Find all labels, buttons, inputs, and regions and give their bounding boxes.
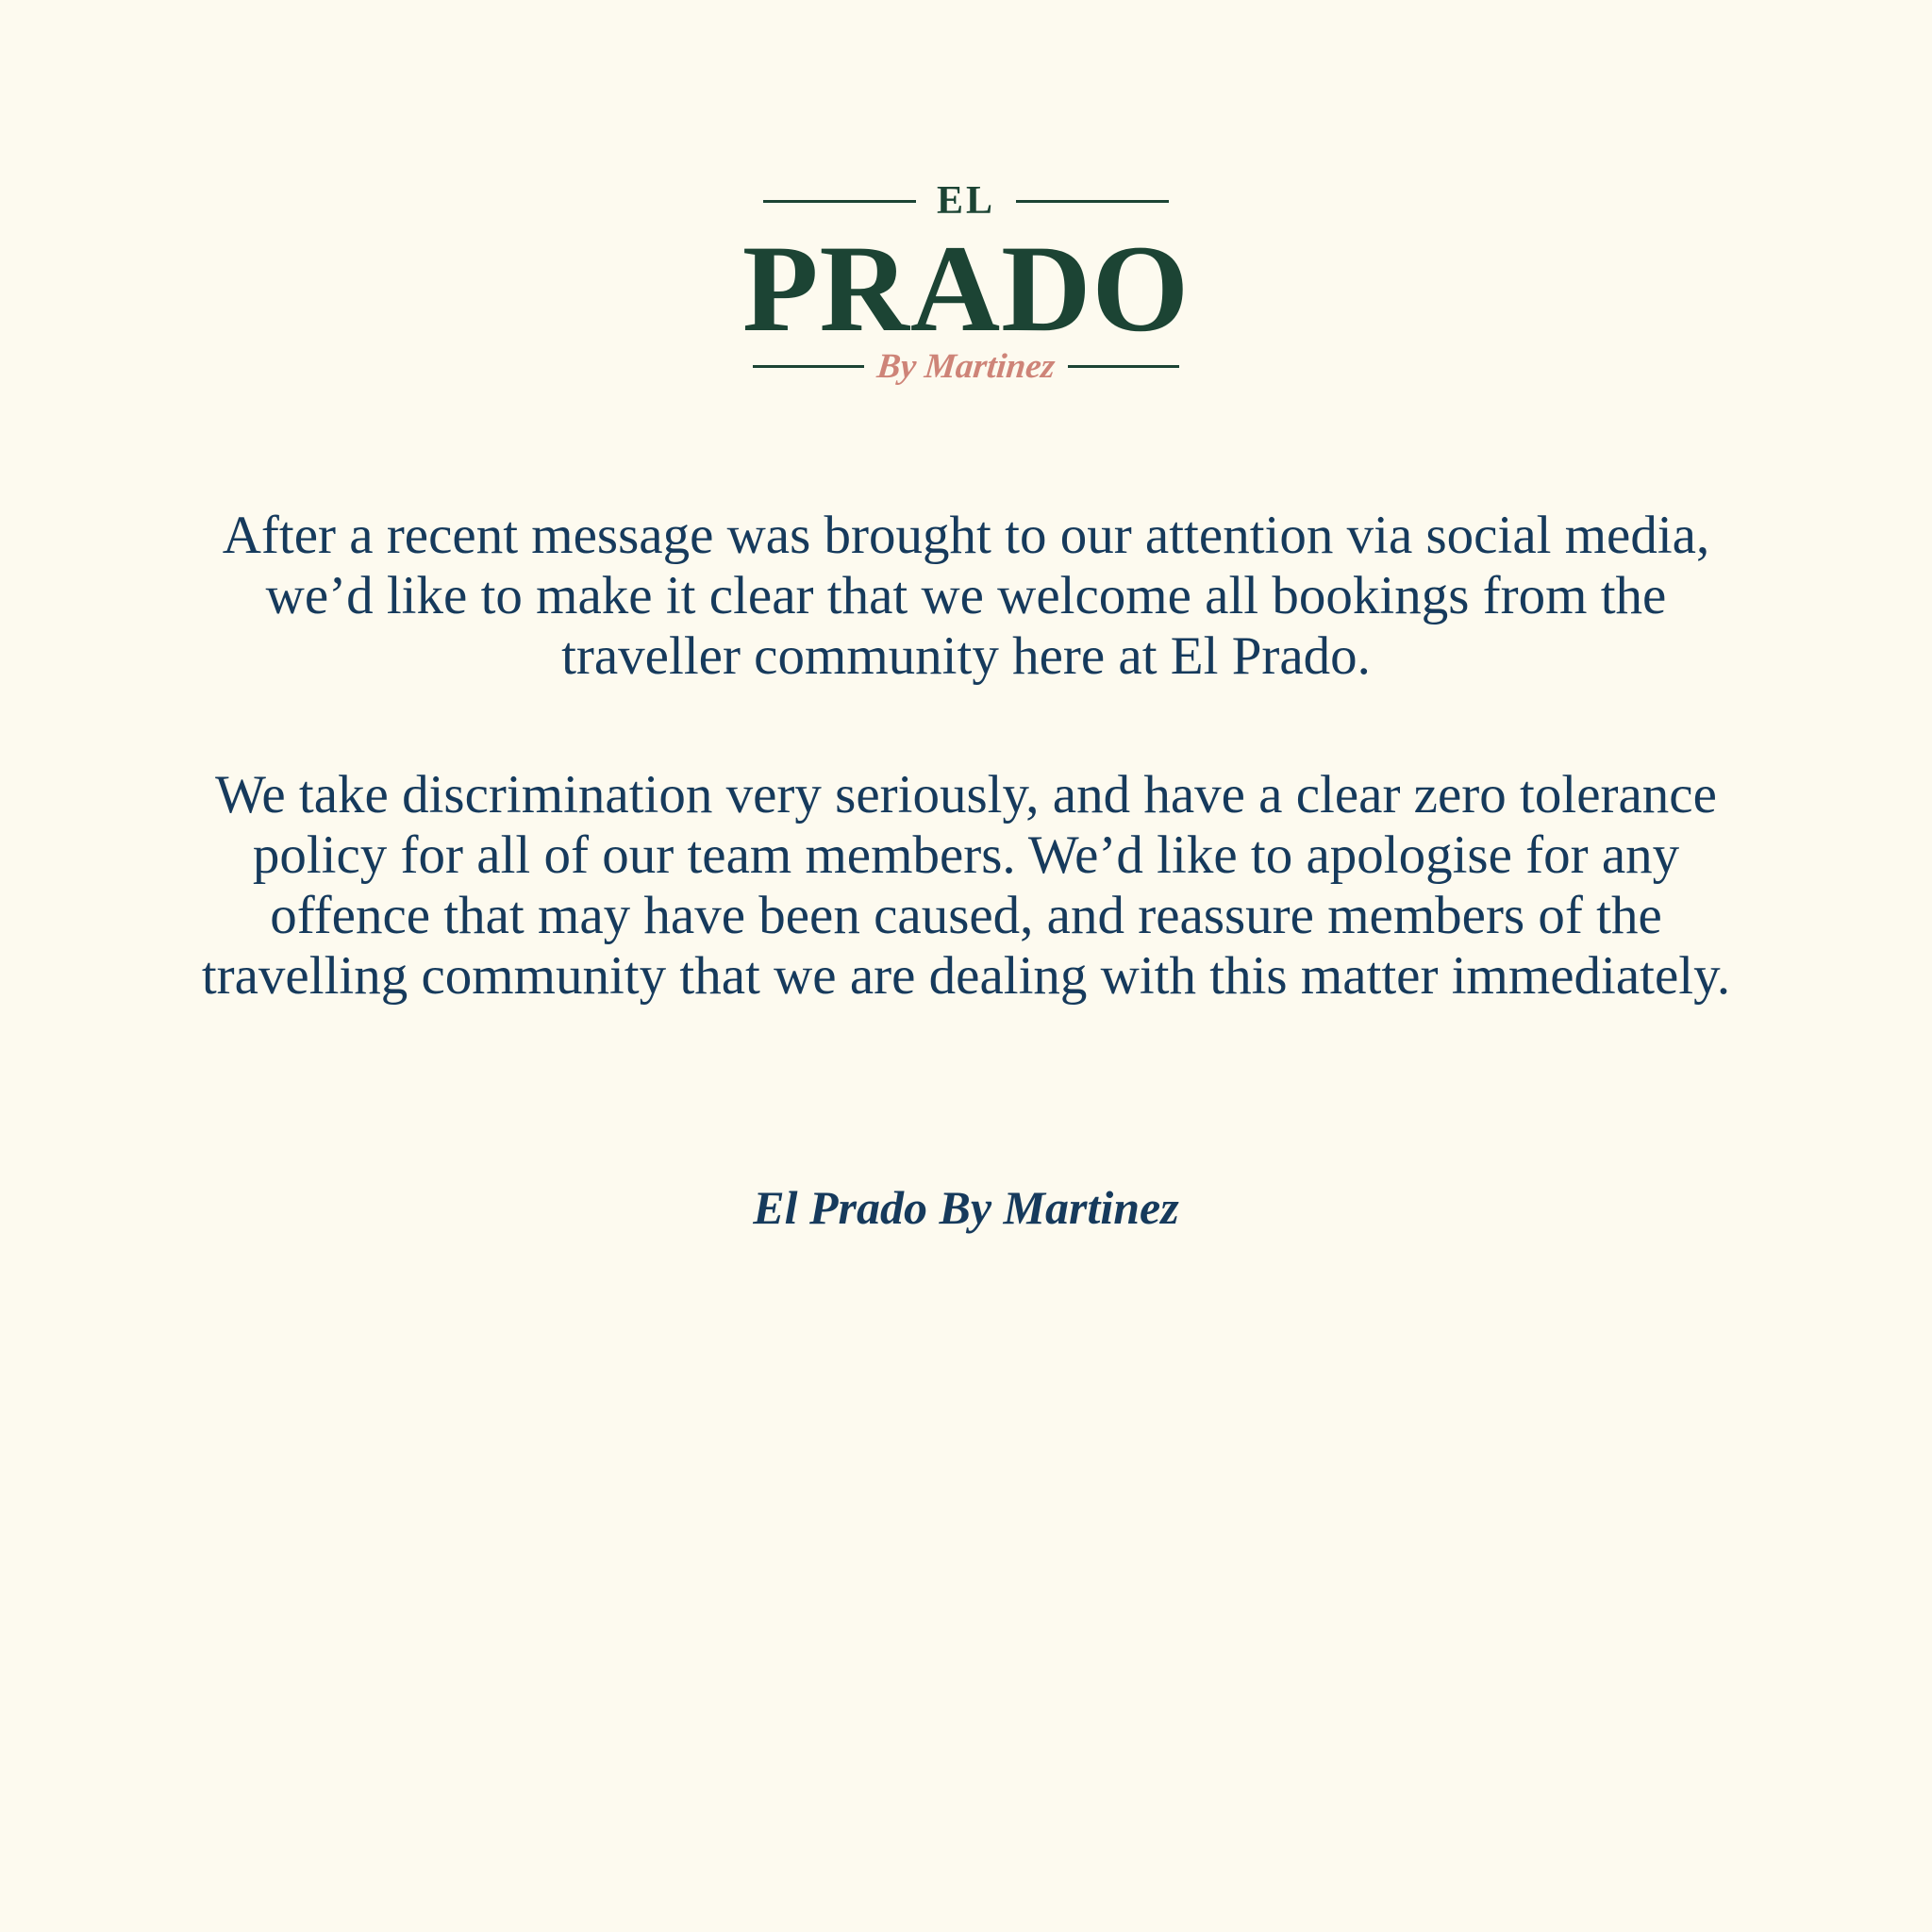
statement-body: [174, 506, 1758, 1007]
logo-rule-right-icon: [1016, 200, 1169, 203]
logo-tagline-by-martinez: By Martinez: [874, 346, 1058, 386]
statement-signature: El Prado By Martinez: [753, 1180, 1179, 1234]
el-prado-logo: [741, 179, 1191, 387]
logo-rule-bottom-left-icon: [753, 365, 864, 368]
logo-word-el: EL: [936, 179, 996, 223]
statement-paragraph-1: After a recent message was brought to our attention via social media, we’d like to make it clear that we welcome all bookings from the traveller community here at El Prado.: [222, 506, 1710, 686]
logo-rule-bottom-right-icon: [1068, 365, 1179, 368]
logo-rule-left-icon: [763, 200, 916, 203]
logo-wordmark-prado: PRADO: [741, 219, 1191, 358]
logo-top-row: [763, 179, 1169, 223]
statement-paragraph-2: We take discrimination very seriously, and have a clear zero tolerance policy for all of our team members. We’d like to apologise for any offence that may have been caused, and reassure members of the travelling community that we are dealing with this matter immediately.: [201, 765, 1731, 1006]
paragraph-spacer: [174, 686, 1758, 765]
logo-bottom-row: [763, 345, 1169, 387]
